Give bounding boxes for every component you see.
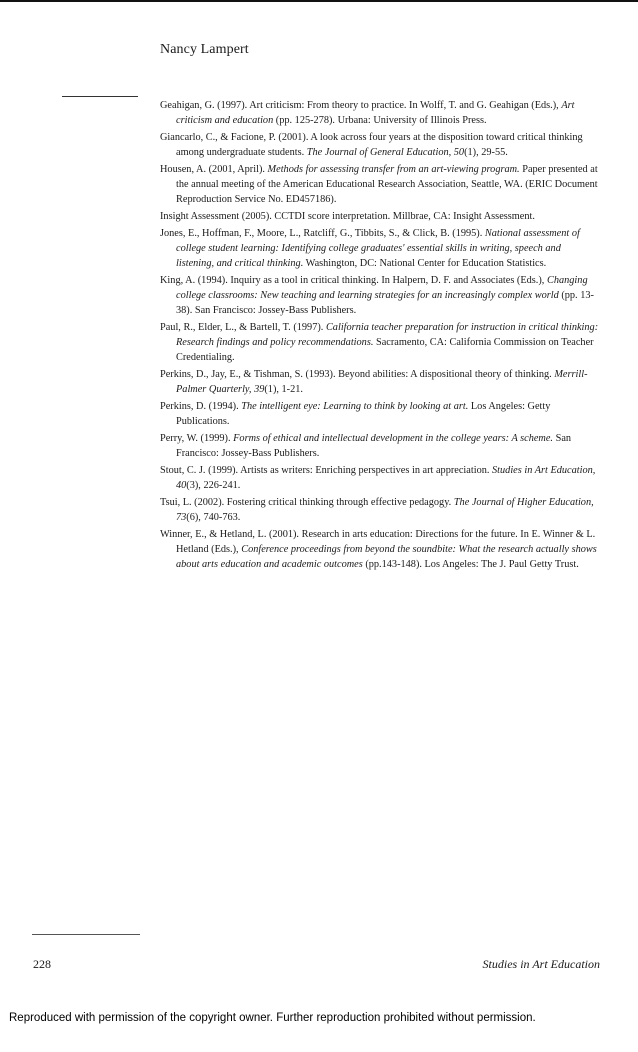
reference-entry [160,399,600,429]
reference-text-segment: Paul, R., Elder, L., & Bartell, T. (1997). [160,322,326,333]
reference-text-segment: (pp. 13-38). San Francisco: Jossey-Bass Publishers. [176,290,594,316]
reference-text-segment: Los Angeles: Getty Publications. [176,401,551,427]
reference-entry [160,209,600,224]
reference-entry [160,226,600,271]
reference-text-segment: (6), 740-763. [186,512,241,523]
reference-italic-segment: Art criticism and education [176,100,575,126]
reference-text-segment: Tsui, L. (2002). Fostering critical thinking through effective pedagogy. [160,497,454,508]
page-number: 228 [33,957,51,971]
reference-entry [160,162,600,207]
reference-text-segment: Paper presented at the annual meeting of the American Educational Research Association, Seattle, WA. (ERIC Document Reproduction Service No. ED457186). [176,164,598,205]
top-rule [0,0,638,2]
running-head-author: Nancy Lampert [160,42,249,57]
reference-italic-segment: Changing college classrooms: New teaching and learning strategies for an increasingly complex world [176,275,588,301]
reference-text-segment: San Francisco: Jossey-Bass Publishers. [176,433,572,459]
reference-text-segment: Stout, C. J. (1999). Artists as writers: Enriching perspectives in art appreciation. [160,465,493,476]
reference-text-segment: (pp.143-148). Los Angeles: The J. Paul Getty Trust. [362,559,579,570]
reference-entry [160,495,600,525]
reference-italic-segment: The intelligent eye: Learning to think by looking at art. [241,401,469,412]
reference-text-segment: (3), 226-241. [186,480,241,491]
reference-text-segment: Sacramento, CA: California Commission on Teacher Credentialing. [176,337,594,363]
reference-text-segment: Perkins, D. (1994). [160,401,242,412]
reference-text-segment: (pp. 125-278). Urbana: University of Illinois Press. [273,115,487,126]
reference-text-segment: Washington, DC: National Center for Education Statistics. [303,258,547,269]
reference-list [160,98,600,574]
reference-entry [160,130,600,160]
reference-italic-segment: National assessment of college student learning: Identifying college graduates' essential skills in writing, speech and listening, and critical thinking. [176,228,580,269]
reference-entry [160,273,600,318]
reference-text-segment: Winner, E., & Hetland, L. (2001). Research in arts education: Directions for the future. In E. Winner & L. Hetland (Eds.), [160,529,596,555]
reference-text-segment: Perkins, D., Jay, E., & Tishman, S. (1993). Beyond abilities: A dispositional theory of thinking. [160,369,555,380]
reference-italic-segment: The Journal of General Education, 50 [306,147,465,158]
reference-entry [160,98,600,128]
reference-italic-segment: Methods for assessing transfer from an art-viewing program. [267,164,520,175]
reference-text-segment: Jones, E., Hoffman, F., Moore, L., Ratcliff, G., Tibbits, S., & Click, B. (1995). [160,228,485,239]
reference-entry [160,367,600,397]
section-divider [62,96,138,97]
reference-entry [160,527,600,572]
footer-rule [32,934,140,935]
journal-title: Studies in Art Education [482,957,600,971]
reference-italic-segment: California teacher preparation for instruction in critical thinking: Research findings and policy recommendations. [176,322,599,348]
reference-entry [160,431,600,461]
reference-italic-segment: The Journal of Higher Education, 73 [176,497,594,523]
reference-text-segment: King, A. (1994). Inquiry as a tool in critical thinking. In Halpern, D. F. and Associates (Eds.), [160,275,547,286]
reference-text-segment: Perry, W. (1999). [160,433,234,444]
reference-text-segment: (1), 29-55. [464,147,508,158]
reference-text-segment: Housen, A. (2001, April). [160,164,268,175]
reference-text-segment: Giancarlo, C., & Facione, P. (2001). A look across four years at the disposition toward critical thinking among undergraduate students. [160,132,583,158]
reference-italic-segment: Studies in Art Education, 40 [176,465,596,491]
reference-entry [160,320,600,365]
reference-text-segment: (1), 1-21. [264,384,303,395]
reference-text-segment: Insight Assessment (2005). CCTDI score interpretation. Millbrae, CA: Insight Assessment. [160,211,535,222]
copyright-notice: Reproduced with permission of the copyright owner. Further reproduction prohibited without permission. [9,1012,536,1024]
reference-text-segment: Geahigan, G. (1997). Art criticism: From theory to practice. In Wolff, T. and G. Geahigan (Eds.), [160,100,562,111]
reference-italic-segment: Conference proceedings from beyond the soundbite: What the research actually shows about arts education and academic outcomes [176,544,597,570]
reference-italic-segment: Forms of ethical and intellectual development in the college years: A scheme. [233,433,554,444]
reference-italic-segment: Merrill-Palmer Quarterly, 39 [176,369,588,395]
reference-entry [160,463,600,493]
